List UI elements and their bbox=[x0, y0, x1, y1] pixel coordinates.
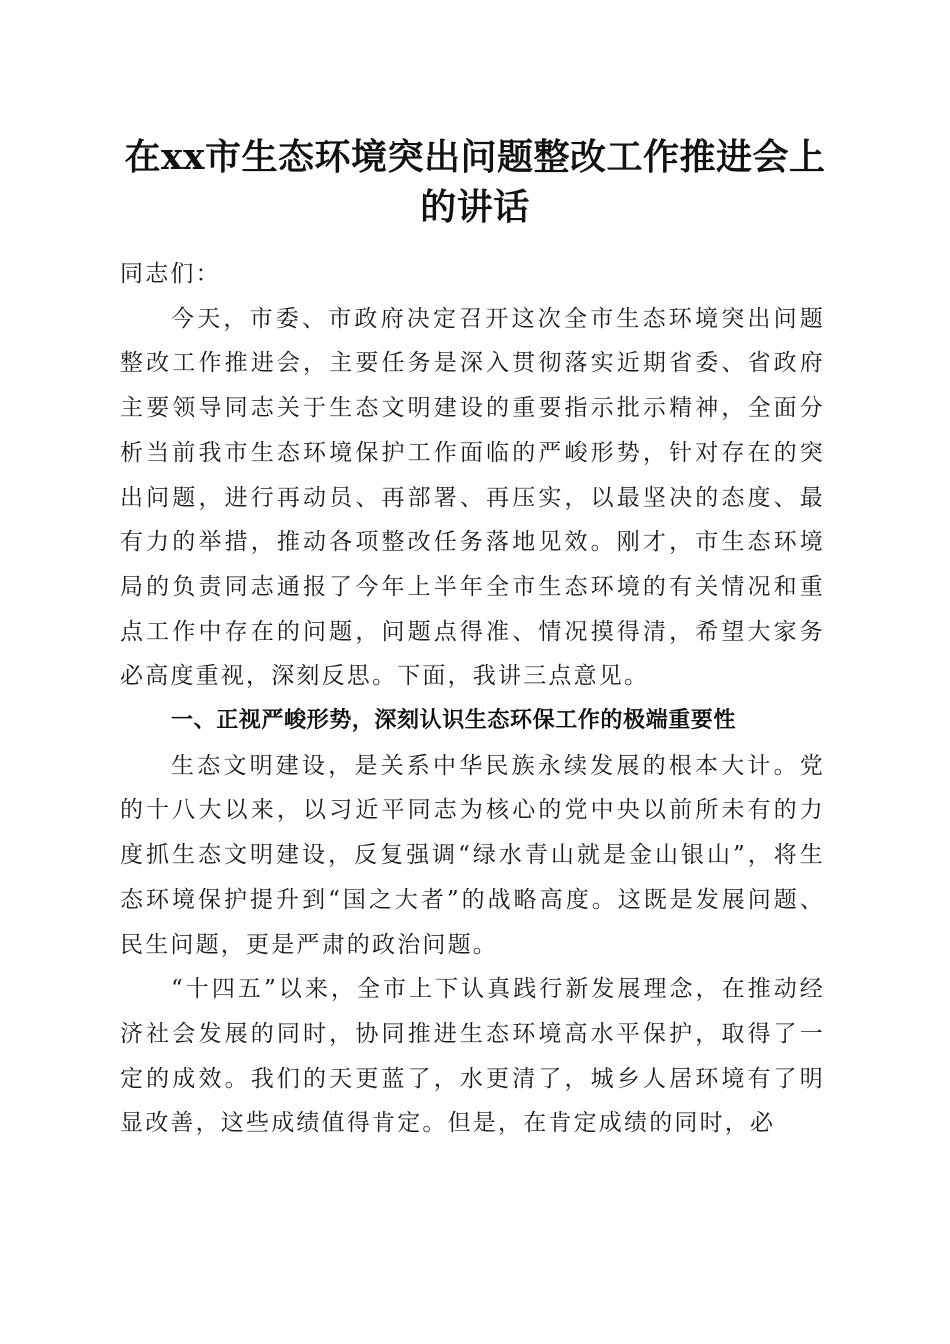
paragraph-ecological-civilization: 生态文明建设，是关系中华民族永续发展的根本大计。党的十八大以来，以习近平同志为核心的党中央以前所未有的力度抓生态文明建设，反复强调“绿水青山就是金山银山”，将生态环境保护提升到“国之大者”的战略高度。这既是发展问题、民生问题，更是严肃的政治问题。 bbox=[120, 752, 825, 958]
title-line-1: 在xx市生态环境突出问题整改工作推进会上 bbox=[124, 136, 826, 178]
paragraph-fourteenth-five-year: “十四五”以来，全市上下认真践行新发展理念，在推动经济社会发展的同时，协同推进生态环境高水平保护，取得了一定的成效。我们的天更蓝了，水更清了，城乡人居环境有了明显改善，这些成绩值得肯定。但是，在肯定成绩的同时，必 bbox=[120, 976, 825, 1137]
document-title bbox=[100, 132, 850, 232]
title-line-2: 的讲话 bbox=[420, 186, 530, 228]
paragraph-opening: 今天，市委、市政府决定召开这次全市生态环境突出问题整改工作推进会，主要任务是深入贯彻落实近期省委、省政府主要领导同志关于生态文明建设的重要指示批示精神，全面分析当前我市生态环境保护工作面临的严峻形势，针对存在的突出问题，进行再动员、再部署、再压实，以最坚决的态度、最有力的举措，推动各项整改任务落地见效。刚才，市生态环境局的负责同志通报了今年上半年全市生态环境的有关情况和重点工作中存在的问题，问题点得准、情况摸得清，希望大家务必高度重视，深刻反思。下面，我讲三点意见。 bbox=[120, 305, 825, 690]
salutation: 同志们： bbox=[120, 261, 221, 287]
document-body bbox=[120, 252, 825, 1146]
section-heading-1: 一、正视严峻形势，深刻认识生态环保工作的极端重要性 bbox=[171, 708, 737, 734]
